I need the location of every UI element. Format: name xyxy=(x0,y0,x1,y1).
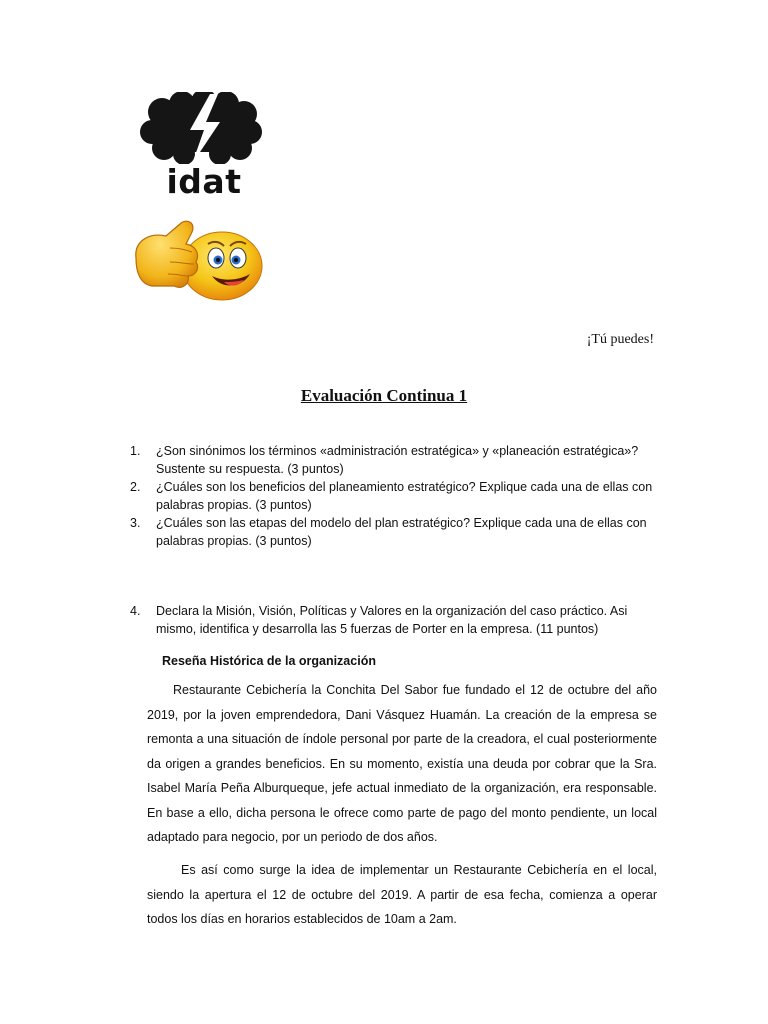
question-item xyxy=(130,514,660,550)
history-paragraph: Restaurante Cebichería la Conchita Del Sabor fue fundado el 12 de octubre del año 2019, por la joven emprendedora, Dani Vásquez Huamán. La creación de la empresa se remonta a una situación de índole personal por parte de la creadora, el cual posteriormente da origen a grandes beneficios. En su momento, existía una deuda por cobrar que la Sra. Isabel María Peña Alburqueque, jefe actual inmediato de la organización, era responsable. En base a ello, dicha persona le ofrece como parte de pago del monto pendiente, un local adaptado para negocio, por un periodo de dos años. xyxy=(147,683,657,844)
section-title: Reseña Histórica de la organización xyxy=(162,654,376,668)
question-list xyxy=(130,442,660,550)
question-number: 1. xyxy=(130,444,141,458)
brain-bolt-icon xyxy=(140,92,264,164)
question-list-2 xyxy=(130,602,660,638)
question-number: 4. xyxy=(130,604,141,618)
page-title: Evaluación Continua 1 xyxy=(300,386,468,405)
question-number: 3. xyxy=(130,516,141,530)
question-text: ¿Son sinónimos los términos «administración estratégica» y «planeación estratégica»? Sustente su respuesta. (3 puntos) xyxy=(156,444,639,476)
question-text: Declara la Misión, Visión, Políticas y Valores en la organización del caso práctico. Asi mismo, identifica y desarrolla las 5 fuerzas de Porter en la empresa. (11 puntos) xyxy=(156,604,628,636)
thumbs-up-smiley-icon xyxy=(130,218,264,304)
idat-logo xyxy=(140,92,264,204)
question-text: ¿Cuáles son las etapas del modelo del plan estratégico? Explique cada una de ellas con palabras propias. (3 puntos) xyxy=(156,516,647,548)
question-item xyxy=(130,478,660,514)
motto-text: ¡Tú puedes! xyxy=(586,332,654,347)
question-number: 2. xyxy=(130,480,141,494)
question-item xyxy=(130,602,660,638)
question-item xyxy=(130,442,660,478)
logo-text: idat xyxy=(166,162,242,201)
question-text: ¿Cuáles son los beneficios del planeamiento estratégico? Explique cada una de ellas con palabras propias. (3 puntos) xyxy=(156,480,653,512)
history-paragraph: Es así como surge la idea de implementar un Restaurante Cebichería en el local, siendo la apertura el 12 de octubre del 2019. A partir de esa fecha, comienza a operar todos los días en horarios establecidos de 10am a 2am. xyxy=(147,863,657,926)
